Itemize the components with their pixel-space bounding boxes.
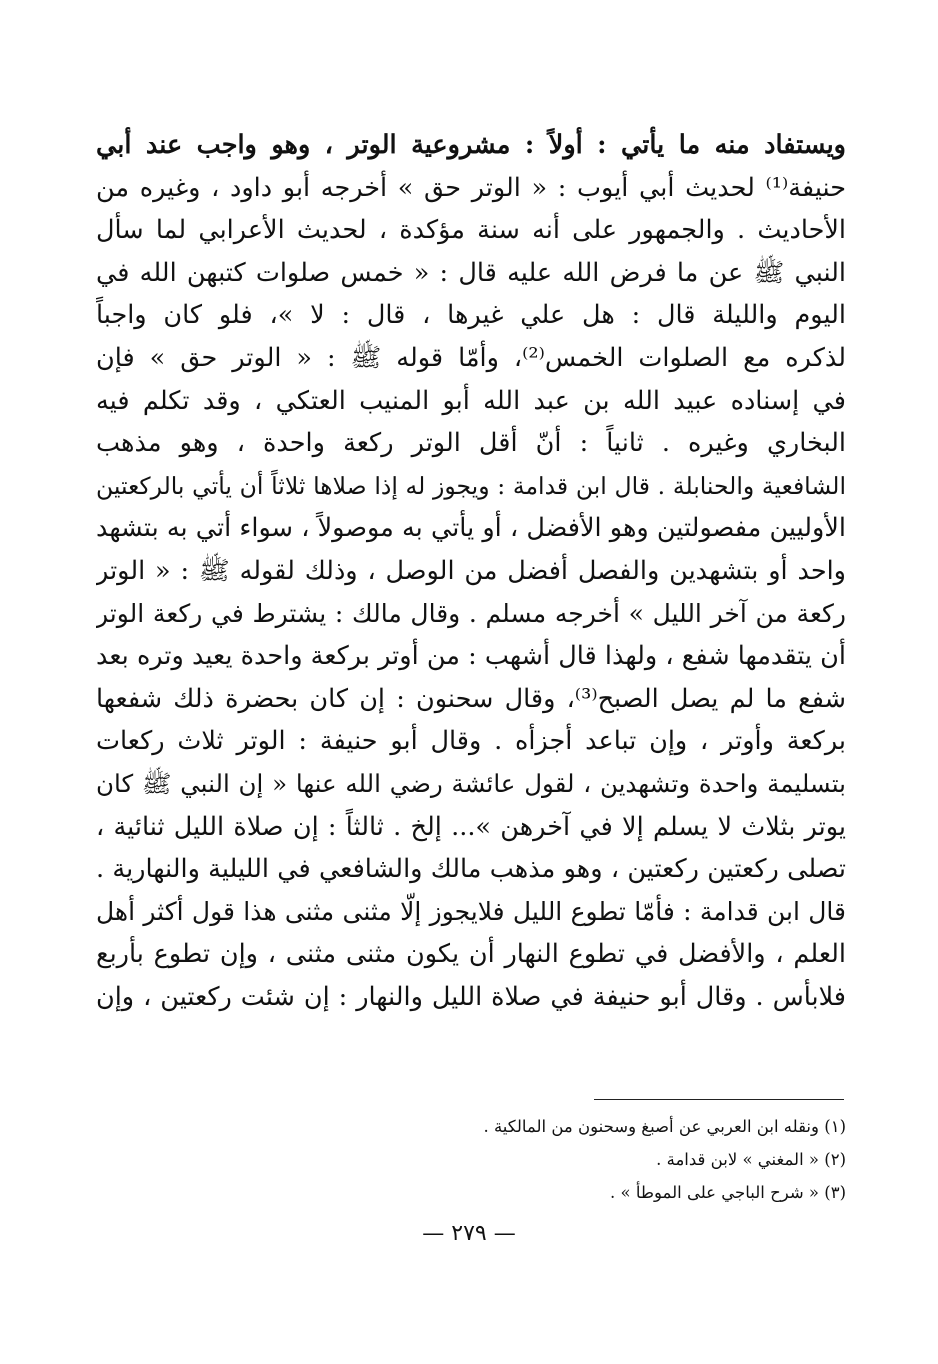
text-line: في إسناده عبيد الله بن عبد الله أبو المنيب العتكي ، وقد تكلم فيه bbox=[96, 385, 846, 416]
text-line: الشافعية والحنابلة . قال ابن قدامة : ويجوز له إذا صلاها ثلاثاً أن يأتي بالركعتين bbox=[96, 471, 846, 500]
text-line: النبي ﷺ عن ما فرض الله عليه قال : « خمس صلوات كتبهن الله في bbox=[96, 257, 846, 288]
text-line: العلم ، والأفضل في تطوع النهار أن يكون مثنى مثنى ، وإن تطوع بأربع bbox=[96, 939, 846, 970]
body-text bbox=[96, 124, 846, 1018]
footnote: (٢) « المغني » لابن قدامة . bbox=[656, 1150, 846, 1169]
text-line: ويستفاد منه ما يأتي : أولاً : مشروعية الوتر ، وهو واجب عند أبي bbox=[96, 130, 846, 160]
footnote-separator bbox=[594, 1099, 844, 1100]
text-line: الأحاديث . والجمهور على أنه سنة مؤكدة ، لحديث الأعرابي لما سأل bbox=[96, 215, 846, 246]
footnotes bbox=[96, 1110, 846, 1209]
text-line: قال ابن قدامة : فأمّا تطوع الليل فلايجوز إلّا مثنى مثنى هذا قول أكثر أهل bbox=[96, 896, 846, 926]
text-line: لذكره مع الصلوات الخمس⁽²⁾، وأمّا قوله ﷺ : « الوتر حق » فإن bbox=[96, 342, 846, 373]
text-line: حنيفة⁽¹⁾ لحديث أبي أيوب : « الوتر حق » أخرجه أبو داود ، وغيره من bbox=[96, 172, 846, 203]
page-number: — ٢٧٩ — bbox=[422, 1221, 516, 1246]
text-line: اليوم والليلة قال : هل علي غيرها ، قال : لا »، فلو كان واجباً bbox=[96, 300, 846, 331]
text-line: شفع ما لم يصل الصبح⁽³⁾، وقال سحنون : إن كان بحضرة ذلك شفعها bbox=[96, 683, 846, 714]
footnote: (٣) « شرح الباجي على الموطأ » . bbox=[610, 1183, 846, 1202]
text-line: أن يتقدمها شفع ، ولهذا قال أشهب : من أوتر بركعة واحدة يعيد وتره بعد bbox=[96, 641, 846, 672]
text-line: البخاري وغيره . ثانياً : أنّ أقل الوتر ركعة واحدة ، وهو مذهب bbox=[96, 428, 846, 459]
text-line: يوتر بثلاث لا يسلم إلا في آخرهن »... إلخ . ثالثاً : إن صلاة الليل ثنائية ، bbox=[96, 811, 846, 842]
text-line: الأوليين مفصولتين وهو الأفضل ، أو يأتي به موصولاً ، سواء أتي به بتشهد bbox=[96, 513, 846, 544]
text-line: بتسليمة واحدة وتشهدين ، لقول عائشة رضي الله عنها « إن النبي ﷺ كان bbox=[96, 768, 846, 798]
footnote: (١) ونقله ابن العربي عن أصبغ وسحنون من المالكية . bbox=[483, 1117, 846, 1136]
text-line: تصلى ركعتين ركعتين ، وهو مذهب مالك والشافعي في الليلية والنهارية . bbox=[96, 854, 846, 885]
text-line: ركعة من آخر الليل » أخرجه مسلم . وقال مالك : يشترط في ركعة الوتر bbox=[96, 598, 846, 628]
text-line: بركعة وأوتر ، وإن تباعد أجزأه . وقال أبو حنيفة : الوتر ثلاث ركعات bbox=[96, 726, 846, 757]
text-line: واحد أو بتشهدين والفصل أفضل من الوصل ، وذلك لقوله ﷺ : « الوتر bbox=[96, 555, 846, 586]
text-line: فلابأس . وقال أبو حنيفة في صلاة الليل والنهار : إن شئت ركعتين ، وإن bbox=[96, 981, 846, 1012]
